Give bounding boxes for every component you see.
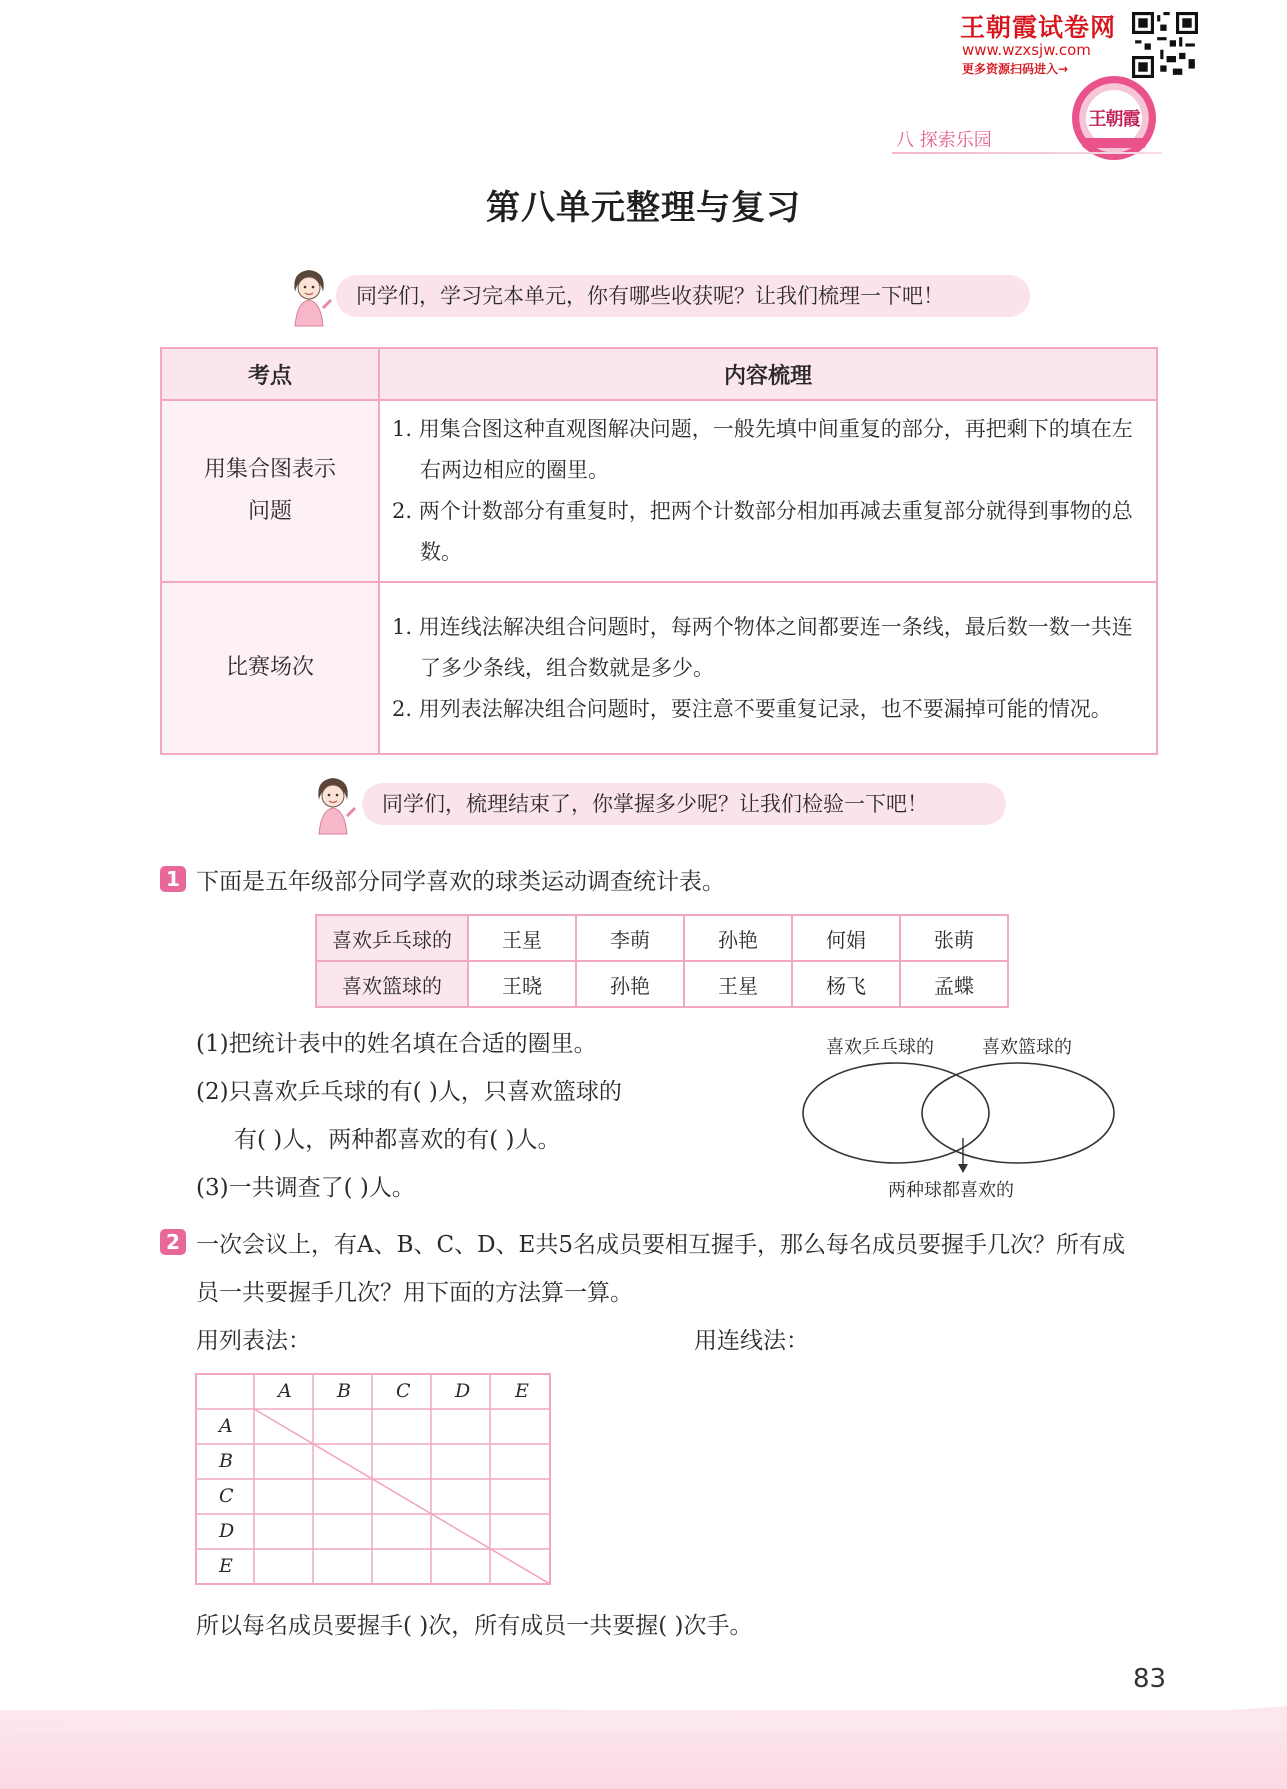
survey-cell: 王星 bbox=[468, 915, 576, 961]
summary-row bbox=[161, 400, 1157, 582]
sub-question-1: (1)把统计表中的姓名填在合适的圈里。 bbox=[196, 1031, 597, 1057]
summary-point bbox=[161, 582, 379, 754]
survey-cell: 王星 bbox=[684, 961, 792, 1007]
grid-col-label: E bbox=[515, 1380, 529, 1402]
survey-cell: 孙艳 bbox=[684, 915, 792, 961]
page-title: 第八单元整理与复习 bbox=[486, 188, 801, 228]
survey-cell: 杨飞 bbox=[792, 961, 900, 1007]
summary-row bbox=[161, 582, 1157, 754]
speech-banner-check: 同学们，梳理结束了，你掌握多少呢？让我们检验一下吧！ bbox=[362, 783, 1006, 825]
survey-cell: 王晓 bbox=[468, 961, 576, 1007]
summary-table bbox=[160, 347, 1158, 755]
survey-row-header: 喜欢乒乓球的 bbox=[316, 915, 468, 961]
question-2-text-cont: 员一共要握手几次？用下面的方法算一算。 bbox=[196, 1280, 633, 1306]
brand-name: 王朝霞试卷网 bbox=[960, 13, 1117, 42]
grid-row-label: E bbox=[219, 1555, 233, 1577]
question-number: 2 bbox=[160, 1229, 186, 1255]
summary-item: 1. 用集合图这种直观图解决问题，一般先填中间重复的部分，再把剩下的填在左右两边相应的圈里。 bbox=[392, 417, 1133, 482]
grid-col-label: A bbox=[278, 1380, 292, 1402]
question-1-text: 下面是五年级部分同学喜欢的球类运动调查统计表。 bbox=[196, 869, 725, 895]
summary-item: 2. 用列表法解决组合问题时，要注意不要重复记录，也不要漏掉可能的情况。 bbox=[392, 696, 1112, 721]
survey-row bbox=[316, 961, 1008, 1007]
survey-cell: 何娟 bbox=[792, 915, 900, 961]
summary-content bbox=[379, 582, 1157, 754]
venn-right-label: 喜欢篮球的 bbox=[982, 1037, 1072, 1058]
venn-both-label: 两种球都喜欢的 bbox=[888, 1180, 1014, 1201]
grid-col-label: C bbox=[396, 1380, 411, 1402]
unit-divider bbox=[892, 152, 1162, 154]
header-point: 考点 bbox=[161, 348, 379, 400]
unit-tag: 八 探索乐园 bbox=[896, 130, 992, 151]
brand-seal-logo bbox=[1072, 76, 1156, 160]
header-content: 内容梳理 bbox=[379, 348, 1157, 400]
survey-row bbox=[316, 915, 1008, 961]
sub-question-2-cont: 有( )人，两种都喜欢的有( )人。 bbox=[234, 1127, 561, 1153]
summary-content bbox=[379, 400, 1157, 582]
venn-left-label: 喜欢乒乓球的 bbox=[826, 1037, 934, 1058]
survey-cell: 张萌 bbox=[900, 915, 1008, 961]
point-line: 比赛场次 bbox=[225, 655, 314, 680]
venn-right-circle bbox=[922, 1063, 1114, 1163]
summary-point bbox=[161, 400, 379, 582]
grid-col-label: B bbox=[337, 1380, 351, 1402]
seal-band bbox=[1082, 138, 1146, 148]
venn-pointer-arrow bbox=[958, 1164, 968, 1173]
method-table-label: 用列表法： bbox=[196, 1328, 311, 1354]
survey-cell: 李萌 bbox=[576, 915, 684, 961]
survey-cell: 孟蝶 bbox=[900, 961, 1008, 1007]
survey-table bbox=[315, 914, 1009, 1008]
grid-row-label: C bbox=[219, 1485, 234, 1507]
question-number: 1 bbox=[160, 866, 186, 892]
brand-url[interactable]: www.wzxsjw.com bbox=[962, 41, 1091, 59]
question-2-text: 一次会议上，有A、B、C、D、E共5名成员要相互握手，那么每名成员要握手几次？所有成 bbox=[196, 1232, 1125, 1258]
grid-row-label: B bbox=[219, 1450, 233, 1472]
seal-text: 王朝霞 bbox=[1086, 90, 1142, 146]
teacher-avatar-icon bbox=[307, 772, 359, 836]
qr-code-icon[interactable] bbox=[1132, 12, 1198, 78]
survey-cell: 孙艳 bbox=[576, 961, 684, 1007]
footer-wave bbox=[0, 1700, 1287, 1730]
sub-question-3: (3)一共调查了( )人。 bbox=[196, 1175, 415, 1201]
speech-banner-summary: 同学们，学习完本单元，你有哪些收获呢？让我们梳理一下吧！ bbox=[336, 275, 1030, 317]
question-2-answer: 所以每名成员要握手( )次，所有成员一共要握( )次手。 bbox=[196, 1613, 753, 1639]
brand-more-text: 更多资源扫码进入→ bbox=[962, 62, 1069, 76]
handshake-grid[interactable] bbox=[195, 1373, 551, 1585]
method-line-label: 用连线法： bbox=[694, 1328, 809, 1354]
grid-col-label: D bbox=[455, 1380, 471, 1402]
sub-question-2: (2)只喜欢乒乓球的有( )人，只喜欢篮球的 bbox=[196, 1079, 622, 1105]
venn-diagram[interactable] bbox=[800, 1058, 1122, 1178]
summary-header-row bbox=[161, 348, 1157, 400]
grid-row-label: A bbox=[219, 1415, 233, 1437]
point-line: 问题 bbox=[247, 499, 292, 524]
grid-row-label: D bbox=[219, 1520, 235, 1542]
point-line: 用集合图表示 bbox=[203, 457, 336, 482]
summary-item: 1. 用连线法解决组合问题时，每两个物体之间都要连一条线，最后数一数一共连了多少条线，组合数就是多少。 bbox=[392, 614, 1133, 680]
venn-left-circle bbox=[803, 1063, 989, 1163]
page-number: 83 bbox=[1133, 1664, 1167, 1694]
survey-row-header: 喜欢篮球的 bbox=[316, 961, 468, 1007]
summary-item: 2. 两个计数部分有重复时，把两个计数部分相加再减去重复部分就得到事物的总数。 bbox=[392, 499, 1133, 564]
teacher-avatar-icon bbox=[283, 264, 335, 328]
